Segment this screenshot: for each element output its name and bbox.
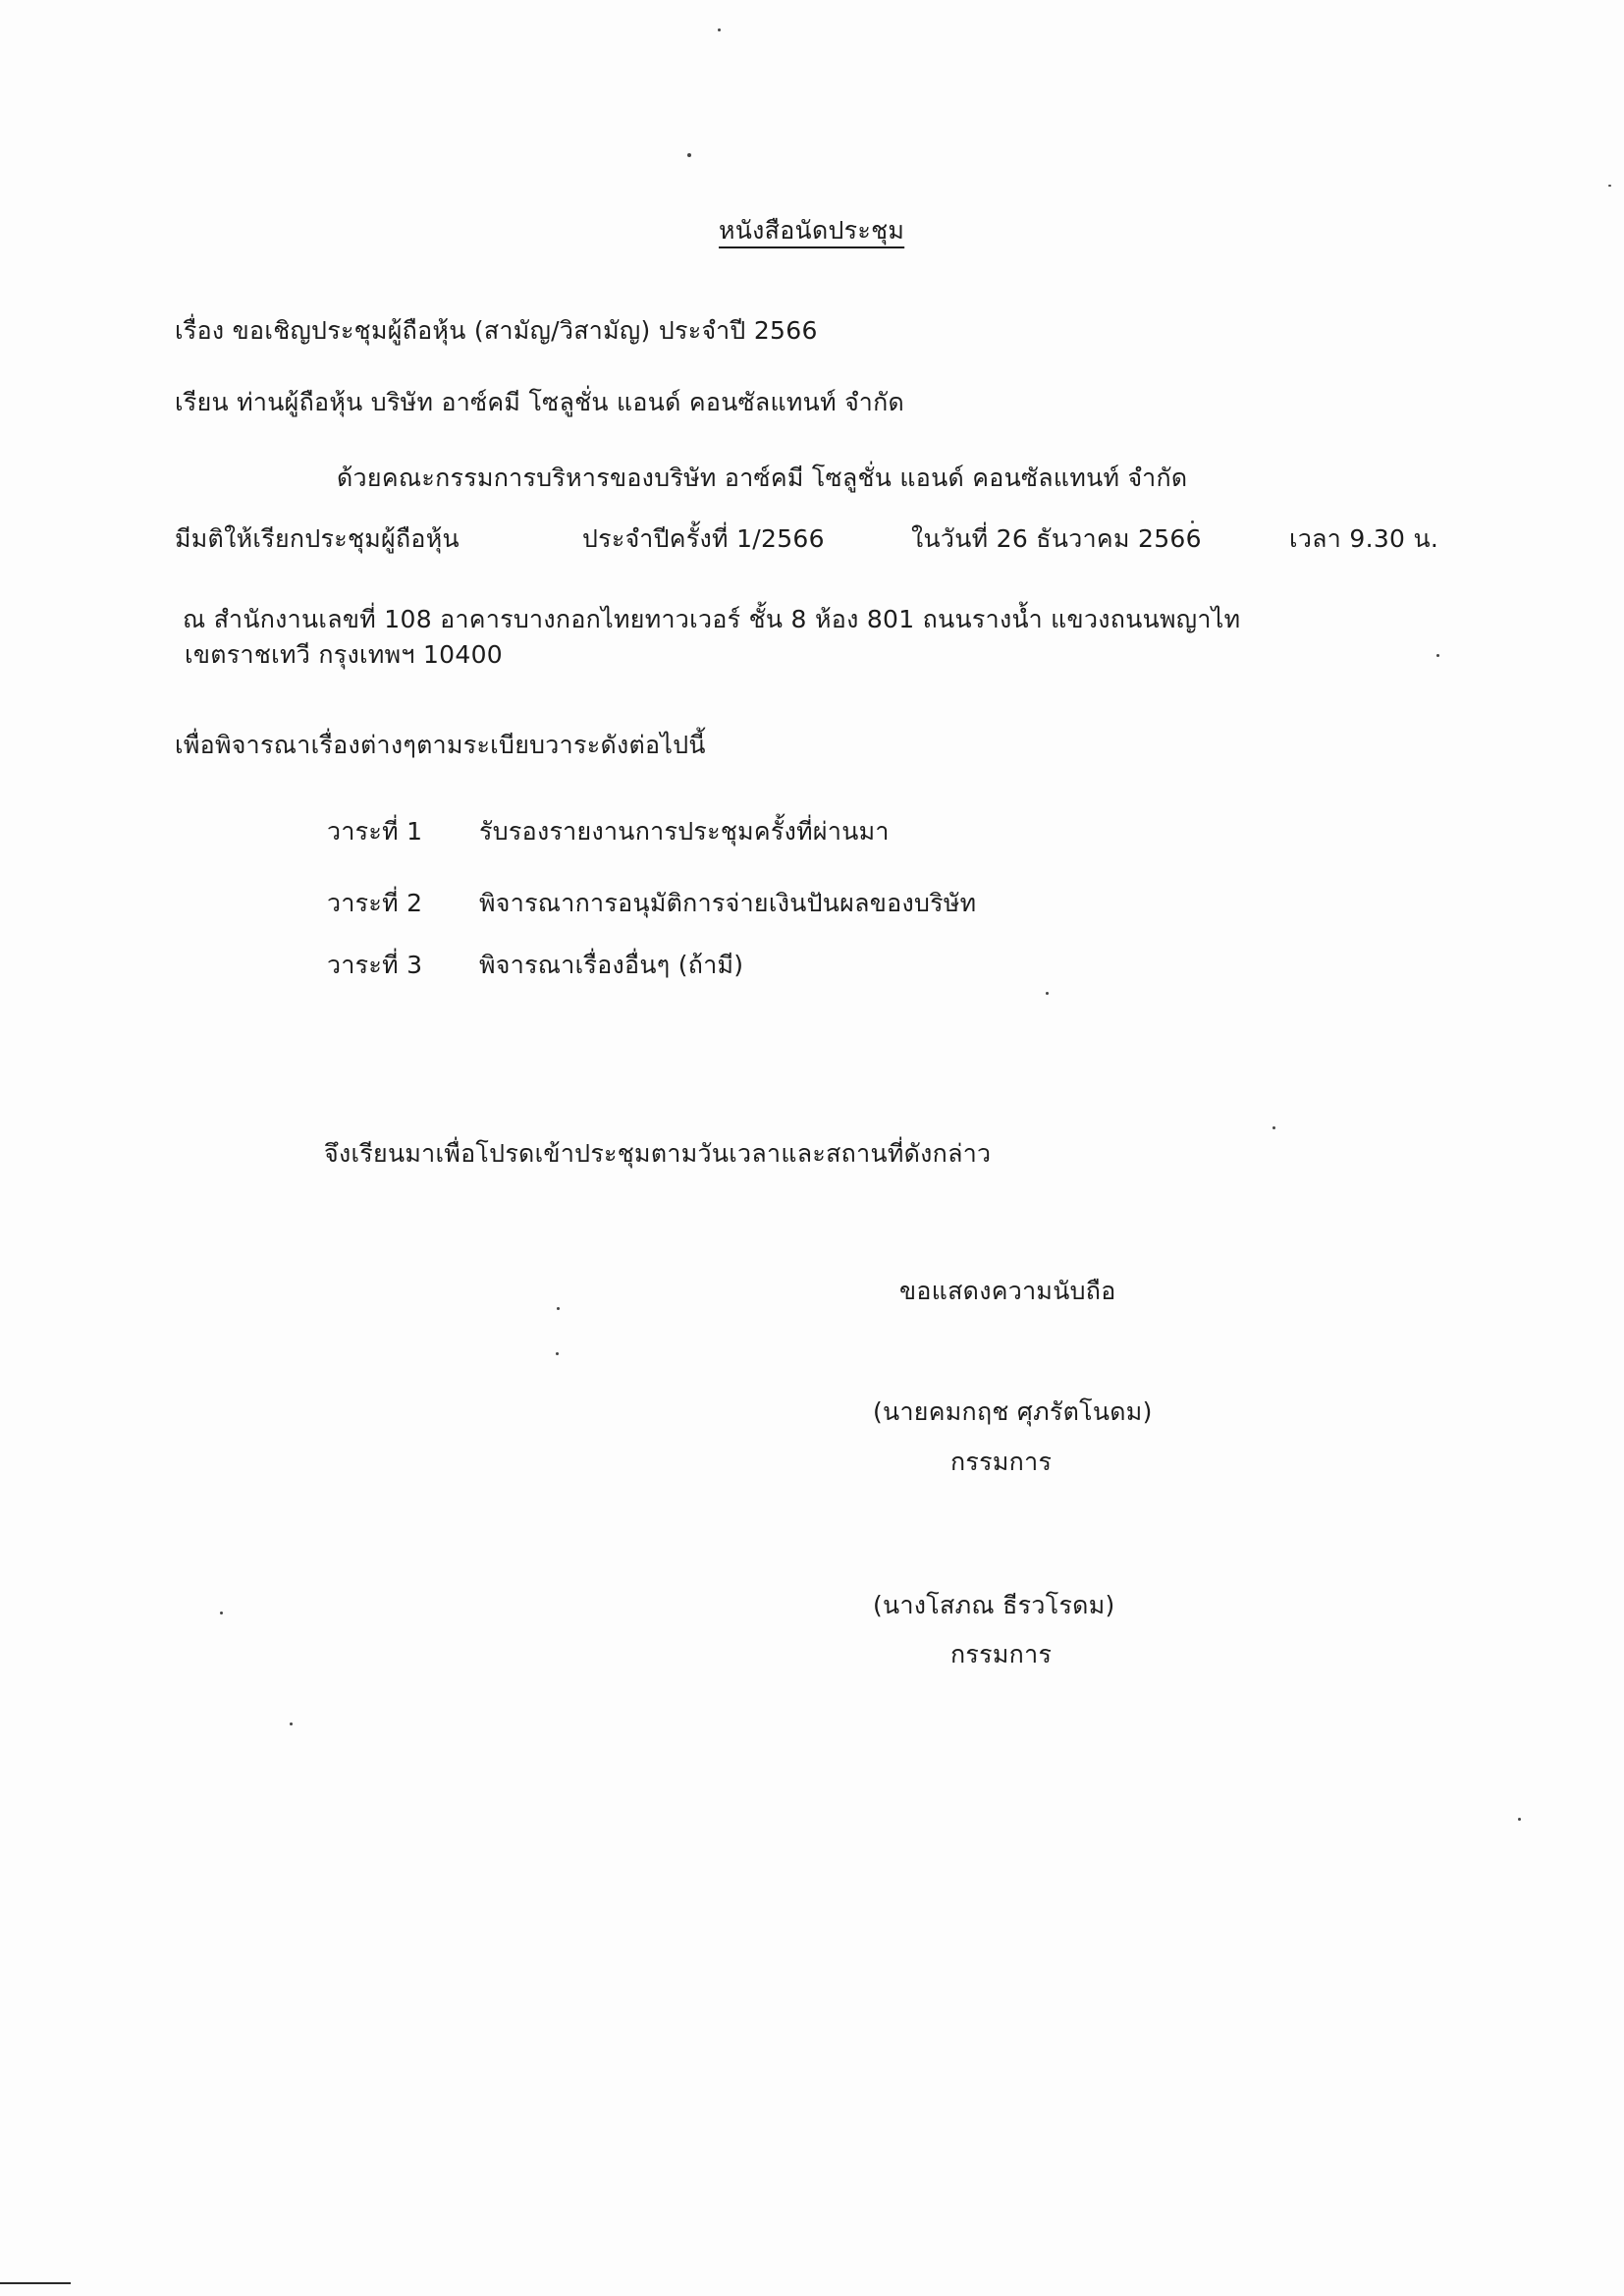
- resolution-text: มีมติให้เรียกประชุมผู้ถือหุ้น: [175, 524, 460, 553]
- agenda-intro: เพื่อพิจารณาเรื่องต่างๆตามระเบียบวาระดังต่อไปนี้: [175, 731, 706, 759]
- agenda-text: พิจารณาการอนุมัติการจ่ายเงินปันผลของบริษัท: [479, 889, 977, 917]
- meeting-number: ประจำปีครั้งที่ 1/2566: [582, 524, 825, 553]
- agenda-number: วาระที่ 2: [327, 889, 423, 917]
- agenda-text: รับรองรายงานการประชุมครั้งที่ผ่านมา: [479, 817, 890, 846]
- signatory-title: กรรมการ: [950, 1448, 1053, 1476]
- agenda-number: วาระที่ 3: [327, 951, 423, 979]
- subject-line: เรื่อง ขอเชิญประชุมผู้ถือหุ้น (สามัญ/วิสามัญ) ประจำปี 2566: [175, 316, 818, 345]
- scan-speck: [220, 1612, 223, 1614]
- body-paragraph-line-1: ด้วยคณะกรรมการบริหารของบริษัท อาซ์คมี โซลูชั่น แอนด์ คอนซัลแทนท์ จำกัด: [337, 464, 1188, 492]
- meeting-date: ในวันที่ 26 ธันวาคม 2566: [911, 524, 1202, 553]
- body-paragraph-line-3: ณ สำนักงานเลขที่ 108 อาคารบางกอกไทยทาวเวอร์ ชั้น 8 ห้อง 801 ถนนรางน้ำ แขวงถนนพญาไท: [183, 605, 1241, 633]
- body-paragraph-line-4: เขตราชเทวี กรุงเทพฯ 10400: [185, 640, 504, 669]
- signatory-name: (นายคมกฤช ศุภรัตโนดม): [873, 1397, 1153, 1426]
- signatory-name: (นางโสภณ ธีรวโรดม): [873, 1591, 1115, 1619]
- closing-sentence: จึงเรียนมาเพื่อโปรดเข้าประชุมตามวันเวลาและสถานที่ดังกล่าว: [324, 1139, 992, 1168]
- meeting-time: เวลา 9.30 น.: [1289, 524, 1439, 553]
- regards-text: ขอแสดงความนับถือ: [899, 1277, 1116, 1305]
- document-title: หนังสือนัดประชุม: [719, 216, 905, 245]
- scan-speck: [687, 153, 691, 157]
- signatory-title: กรรมการ: [950, 1640, 1053, 1668]
- addressee-line: เรียน ท่านผู้ถือหุ้น บริษัท อาซ์คมี โซลูชั่น แอนด์ คอนซัลแทนท์ จำกัด: [175, 388, 905, 416]
- scan-speck: [1518, 1818, 1521, 1821]
- scan-speck: [556, 1352, 559, 1355]
- scan-speck: [1046, 992, 1049, 995]
- scan-speck: [1608, 185, 1611, 187]
- scan-speck: [290, 1722, 293, 1725]
- scan-speck: [1436, 654, 1439, 657]
- agenda-text: พิจารณาเรื่องอื่นๆ (ถ้ามี): [479, 951, 744, 979]
- scan-edge-mark: [0, 2282, 71, 2284]
- scan-speck: [718, 28, 721, 31]
- agenda-number: วาระที่ 1: [327, 817, 423, 846]
- scan-speck: [1191, 520, 1194, 523]
- scan-speck: [1272, 1126, 1275, 1129]
- scan-speck: [557, 1307, 560, 1310]
